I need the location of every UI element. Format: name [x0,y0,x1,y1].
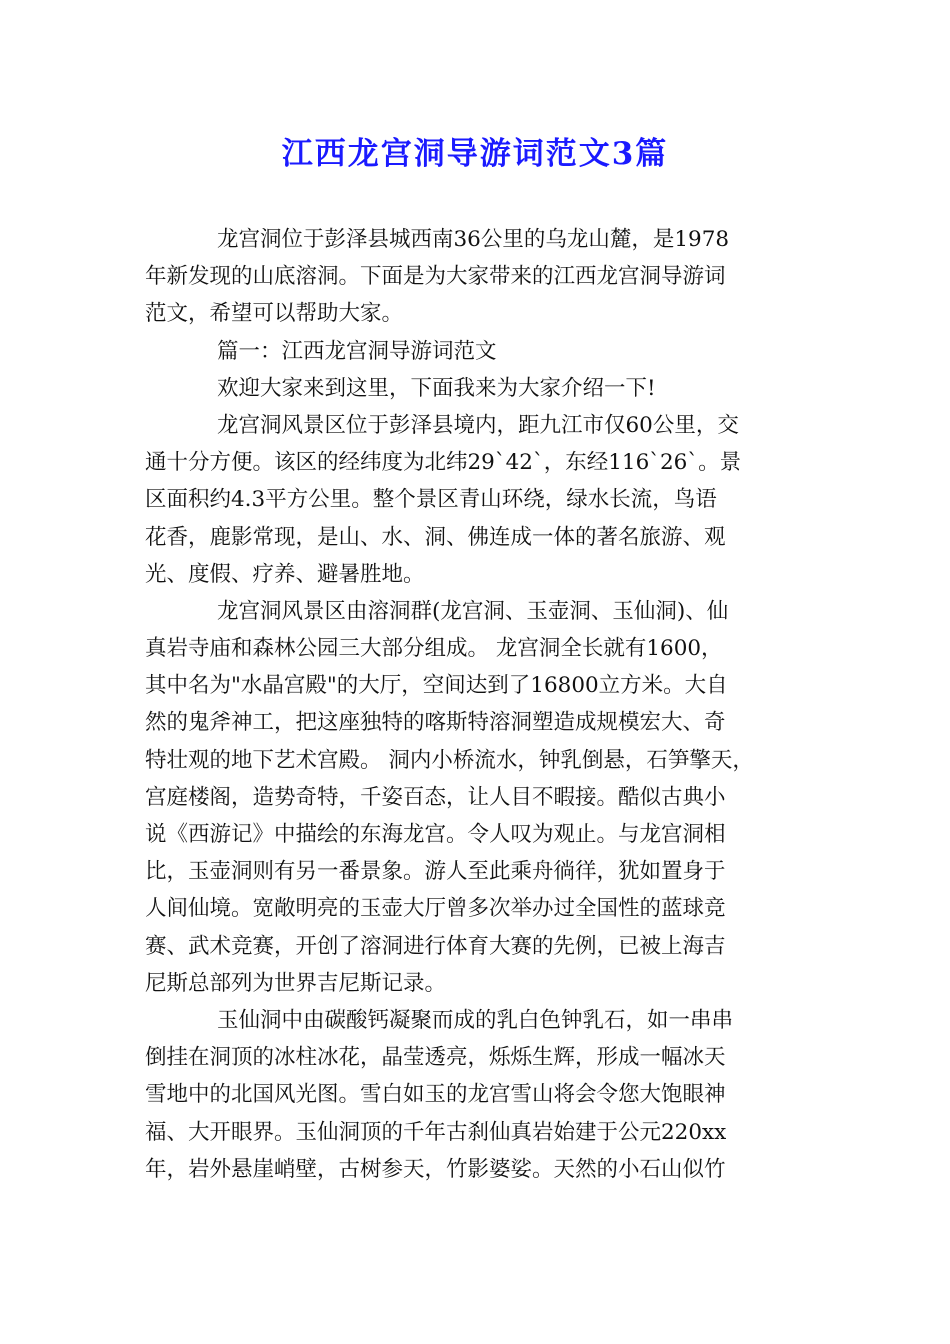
text-line: 然的鬼斧神工，把这座独特的喀斯特溶洞塑造成规模宏大、奇 [145,710,726,736]
text-line: 龙宫洞风景区由溶洞群(龙宫洞、玉壶洞、玉仙洞)、仙 [217,598,729,624]
text-line: 玉仙洞中由碳酸钙凝聚而成的乳白色钟乳石，如一串串 [217,1007,734,1033]
text-line: 比，玉壶洞则有另一番景象。游人至此乘舟徜徉，犹如置身于 [145,859,726,885]
text-line: 通十分方便。该区的经纬度为北纬29`42`，东经116`26`。景 [145,450,742,476]
text-line: 赛、武术竞赛，开创了溶洞进行体育大赛的先例，已被上海吉 [145,933,726,959]
text-line: 其中名为"水晶宫殿"的大厅，空间达到了16800立方米。大自 [145,673,728,699]
text-line: 年新发现的山底溶洞。下面是为大家带来的江西龙宫洞导游词 [145,264,726,290]
text-line: 人间仙境。宽敞明亮的玉壶大厅曾多次举办过全国性的蓝球竞 [145,896,726,922]
text-line: 区面积约4.3平方公里。整个景区青山环绕，绿水长流，鸟语 [145,487,717,513]
text-line: 倒挂在洞顶的冰柱冰花，晶莹透亮，烁烁生辉，形成一幅冰天 [145,1045,726,1071]
text-line: 说《西游记》中描绘的东海龙宫。令人叹为观止。与龙宫洞相 [145,822,726,847]
text-line: 真岩寺庙和森林公园三大部分组成。 龙宫洞全长就有1600， [145,636,723,662]
text-line: 龙宫洞位于彭泽县城西南36公里的乌龙山麓，是1978 [217,227,730,252]
text-line: 年，岩外悬崖峭壁，古树参天，竹影婆娑。天然的小石山似竹 [145,1156,726,1182]
document-title: 江西龙宫洞导游词范文3篇 [281,136,669,172]
text-line: 福、大开眼界。玉仙洞顶的千年古刹仙真岩始建于公元220xx [145,1119,727,1145]
text-line: 尼斯总部列为世界吉尼斯记录。 [145,970,447,996]
text-line: 龙宫洞风景区位于彭泽县境内，距九江市仅60公里，交 [217,412,739,438]
text-line: 欢迎大家来到这里，下面我来为大家介绍一下! [217,375,656,401]
text-line: 花香，鹿影常现，是山、水、洞、佛连成一体的著名旅游、观 [145,524,726,550]
text-line: 光、度假、疗养、避暑胜地。 [145,561,425,587]
text-line: 宫庭楼阁，造势奇特，千姿百态，让人目不暇接。酷似古典小 [145,784,726,810]
document-body [145,221,805,1188]
text-line: 特壮观的地下艺术宫殿。 洞内小桥流水，钟乳倒悬，石笋擎天， [145,747,754,773]
text-line: 雪地中的北国风光图。雪白如玉的龙宫雪山将会令您大饱眼神 [145,1082,726,1108]
text-line: 篇一：江西龙宫洞导游词范文 [217,338,497,364]
text-line: 范文，希望可以帮助大家。 [145,301,404,327]
